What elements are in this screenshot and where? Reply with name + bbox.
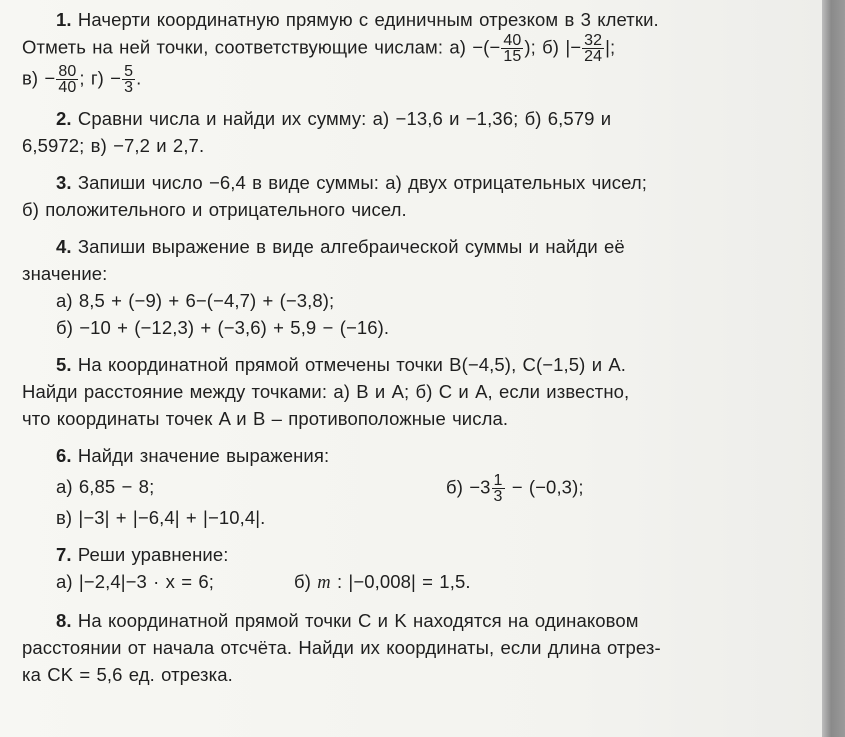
task-text: Отметь на ней точки, соответствующие числам: а)	[22, 36, 466, 58]
task-text: Реши уравнение:	[77, 544, 229, 565]
denominator: 15	[503, 48, 522, 65]
task-2	[22, 105, 802, 159]
denominator: 24	[584, 48, 603, 65]
task-text: Найди значение выражения:	[77, 445, 330, 466]
task-5	[22, 351, 802, 432]
numerator: 1	[493, 472, 503, 489]
task-number: 4.	[56, 236, 72, 257]
numerator: 32	[584, 32, 603, 49]
variable-m: m	[317, 573, 331, 593]
option-label: в) −	[22, 67, 56, 89]
page-edge-shadow	[822, 0, 845, 737]
task-number: 2.	[56, 108, 72, 129]
expression-a: а) 8,5 + (−9) + 6−(−4,7) + (−3,8);	[56, 290, 335, 311]
denominator: 40	[58, 79, 77, 96]
expression-b: б) −3 $\frac{1}{3}$ − (−0,3);	[446, 472, 584, 505]
math-sign: |;	[605, 36, 616, 58]
task-text: ка CK = 5,6 ед. отрезка.	[22, 664, 233, 685]
math-sign: .	[136, 67, 142, 89]
math-sign: −(−	[472, 36, 501, 58]
expression-c: в) |−3| + |−6,4| + |−10,4|.	[56, 507, 266, 528]
task-text: Начерти координатную прямую с единичным отрезком в 3 клетки.	[77, 9, 659, 30]
task-8	[22, 607, 802, 688]
numerator: 5	[124, 63, 134, 80]
fraction	[122, 64, 135, 95]
denominator: 3	[493, 488, 503, 505]
task-number: 6.	[56, 445, 72, 466]
task-number: 8.	[56, 610, 72, 631]
math-sign: |−	[565, 36, 582, 58]
task-text: расстоянии от начала отсчёта. Найди их координаты, если длина отрез-	[22, 637, 661, 658]
numerator: 40	[503, 32, 522, 49]
task-4	[22, 233, 802, 341]
task-text: Запиши число −6,4 в виде суммы: а) двух отрицательных чисел;	[77, 172, 648, 193]
task-text: Сравни числа и найди их сумму: а) −13,6 и −1,36; б) 6,579 и	[77, 108, 612, 129]
equation-a: а) |−2,4|−3 · x = 6;	[56, 571, 215, 592]
task-text: б) положительного и отрицательного чисел.	[22, 199, 407, 220]
task-text: На координатной прямой точки C и K находятся на одинаковом	[77, 610, 639, 631]
task-number: 3.	[56, 172, 72, 193]
task-1	[22, 6, 802, 95]
task-list	[22, 6, 802, 698]
expression-a: а) 6,85 − 8;	[56, 476, 155, 497]
task-text: что координаты точек A и B – противоположные числа.	[22, 408, 509, 429]
task-6	[22, 442, 802, 531]
task-text: Запиши выражение в виде алгебраической суммы и найди её	[77, 236, 625, 257]
task-number: 1.	[56, 9, 72, 30]
task-number: 7.	[56, 544, 72, 565]
task-7	[22, 541, 802, 597]
option-label: б)	[542, 36, 560, 58]
denominator: 3	[124, 79, 134, 96]
numerator: 80	[58, 63, 77, 80]
fraction	[56, 64, 78, 95]
equation-b: б) m : |−0,008| = 1,5.	[294, 571, 471, 593]
expression-b: б) −10 + (−12,3) + (−3,6) + 5,9 − (−16).	[56, 317, 390, 338]
task-text: Найди расстояние между точками: а) B и A; б) C и A, если известно,	[22, 381, 630, 402]
task-number: 5.	[56, 354, 72, 375]
math-sign: );	[524, 36, 536, 58]
task-text: На координатной прямой отмечены точки B(−4,5), C(−1,5) и A.	[77, 354, 627, 375]
task-3	[22, 169, 802, 223]
task-text: 6,5972; в) −7,2 и 2,7.	[22, 135, 205, 156]
fraction	[501, 33, 523, 64]
fraction	[582, 33, 604, 64]
fraction	[492, 473, 505, 504]
math-sign: ; г) −	[79, 67, 122, 89]
task-text: значение:	[22, 263, 108, 284]
